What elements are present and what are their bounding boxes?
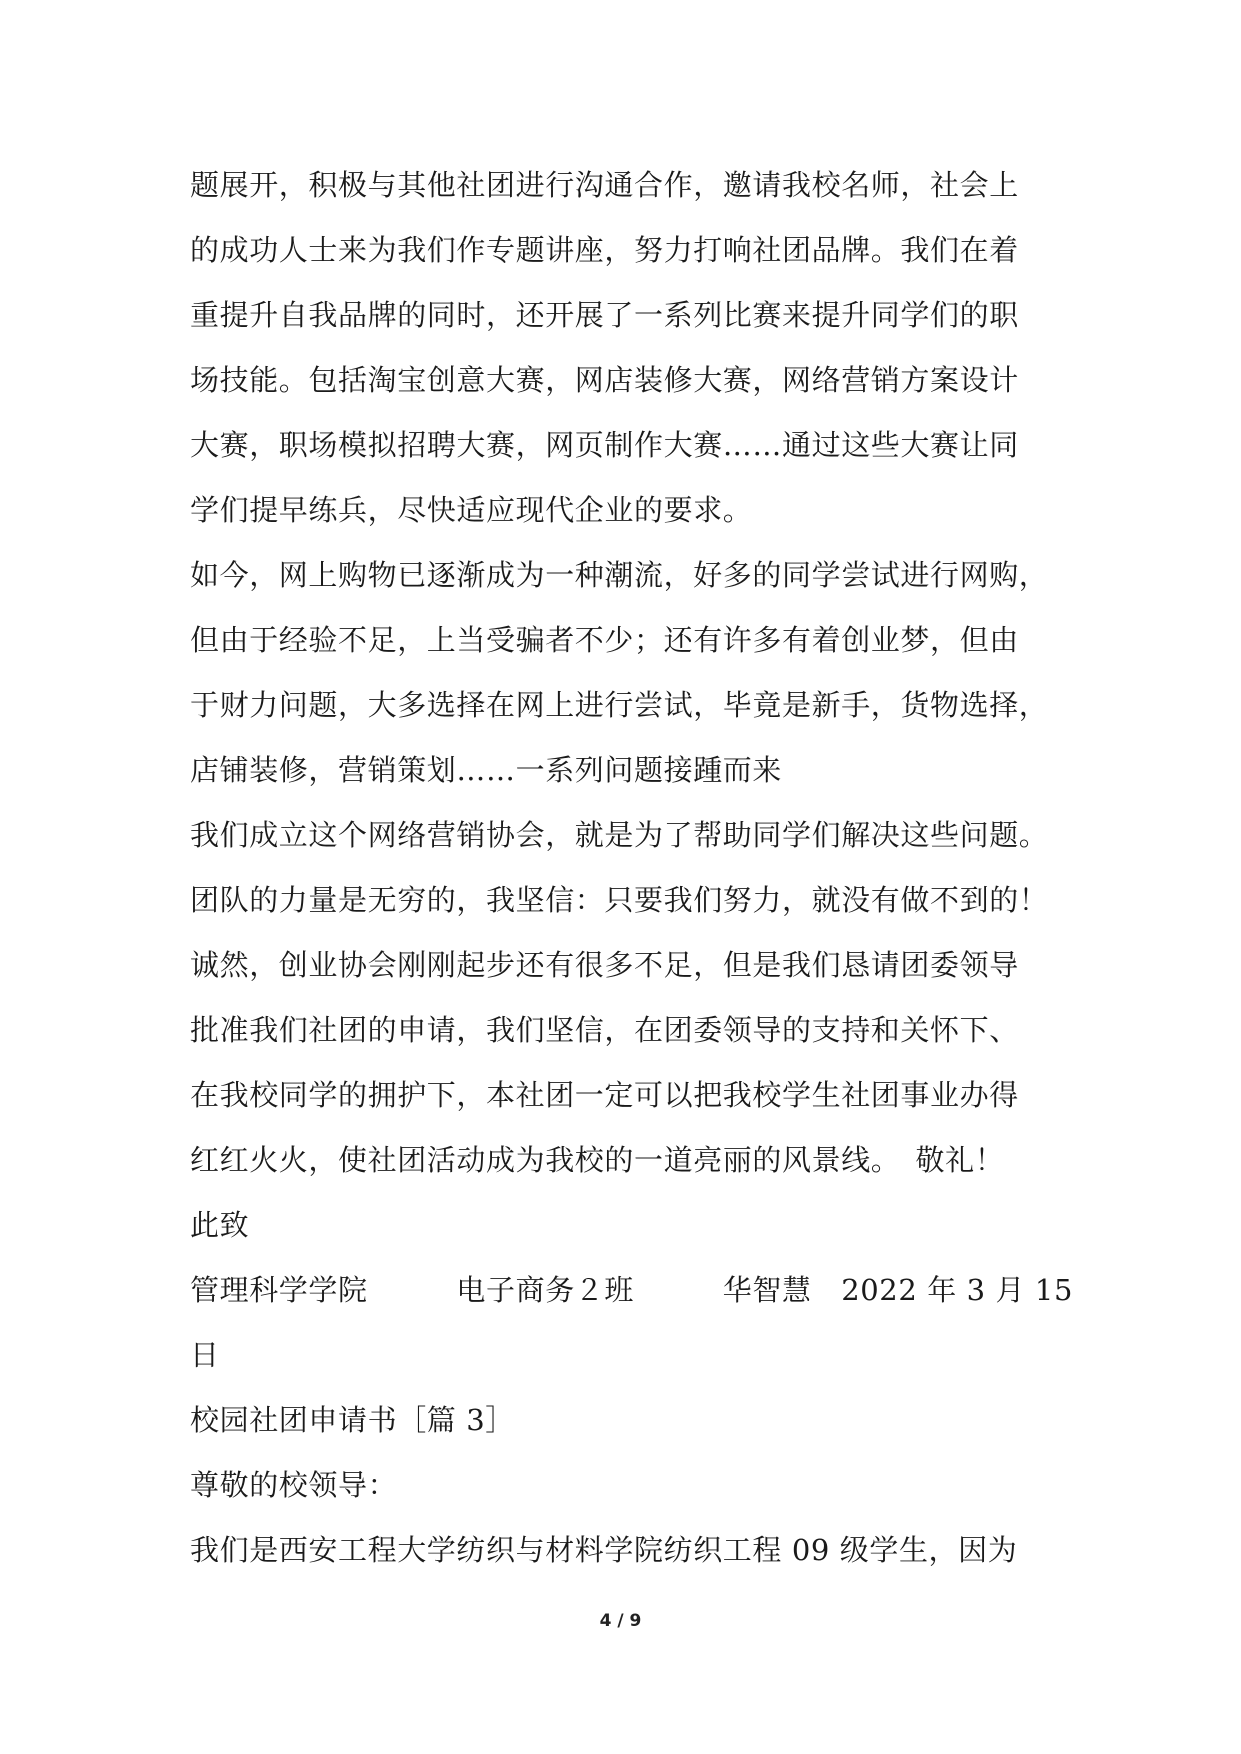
signature-line: 日 — [190, 1338, 220, 1372]
text-line: 学们提早练兵，尽快适应现代企业的要求。 — [190, 493, 753, 527]
text-line: 题展开，积极与其他社团进行沟通合作，邀请我校名师，社会上 — [190, 168, 1019, 202]
text-line: 大赛，职场模拟招聘大赛，网页制作大赛……通过这些大赛让同 — [190, 428, 1019, 462]
text-line: 团队的力量是无穷的，我坚信：只要我们努力，就没有做不到的！ — [190, 883, 1049, 917]
text-line: 店铺装修，营销策划……一系列问题接踵而来 — [190, 753, 783, 787]
text-line: 我们成立这个网络营销协会，就是为了帮助同学们解决这些问题。 — [190, 818, 1049, 852]
text-line: 如今，网上购物已逐渐成为一种潮流，好多的同学尝试进行网购， — [190, 558, 1049, 592]
text-line: 我们是西安工程大学纺织与材料学院纺织工程 09 级学生，因为 — [190, 1533, 1018, 1567]
section-heading: 校园社团申请书［篇 3］ — [190, 1403, 515, 1437]
text-line: 于财力问题，大多选择在网上进行尝试，毕竟是新手，货物选择， — [190, 688, 1049, 722]
text-line: 红红火火，使社团活动成为我校的一道亮丽的风景线。 敬礼！ — [190, 1143, 1005, 1177]
text-line: 但由于经验不足，上当受骗者不少；还有许多有着创业梦，但由 — [190, 623, 1019, 657]
text-line: 重提升自我品牌的同时，还开展了一系列比赛来提升同学们的职 — [190, 298, 1019, 332]
text-line: 场技能。包括淘宝创意大赛，网店装修大赛，网络营销方案设计 — [190, 363, 1019, 397]
page-number: 4 / 9 — [599, 1611, 642, 1631]
closing-line: 此致 — [190, 1208, 250, 1242]
text-line: 诚然，创业协会刚刚起步还有很多不足，但是我们恳请团委领导 — [190, 948, 1019, 982]
signature-line: 管理科学学院 电子商务２班 华智慧 2022 年 3 月 15 — [190, 1273, 1074, 1307]
text-line: 的成功人士来为我们作专题讲座，努力打响社团品牌。我们在着 — [190, 233, 1019, 267]
salutation: 尊敬的校领导： — [190, 1468, 398, 1502]
text-line: 在我校同学的拥护下，本社团一定可以把我校学生社团事业办得 — [190, 1078, 1019, 1112]
text-line: 批准我们社团的申请，我们坚信，在团委领导的支持和关怀下、 — [190, 1013, 1019, 1047]
